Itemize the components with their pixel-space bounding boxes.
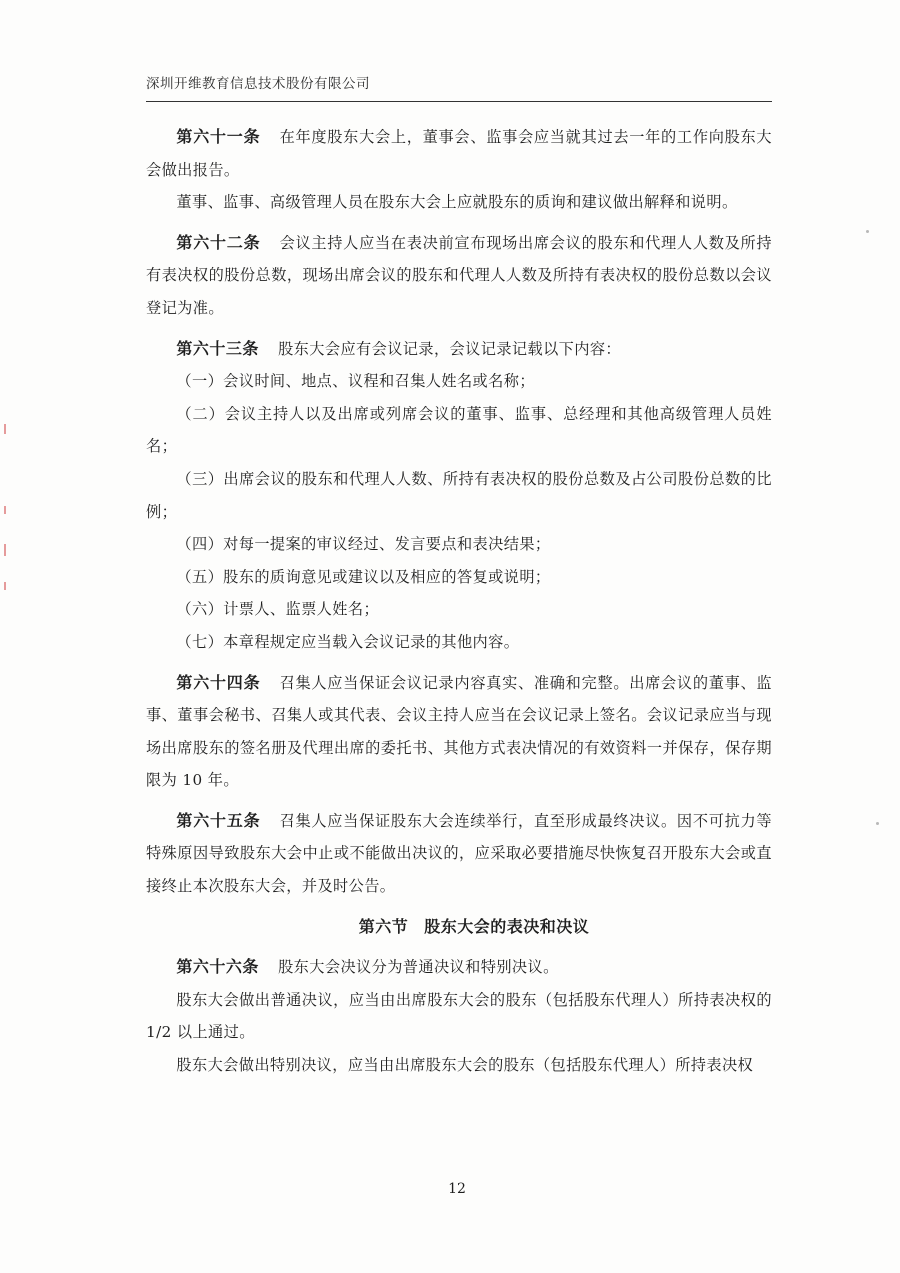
scan-artifact [866,230,869,233]
article-62 [146,227,772,325]
article-66 [146,951,772,984]
article-text: 在年度股东大会上，董事会、监事会应当就其过去一年的工作向股东大会做出报告。 [146,128,772,179]
article-64 [146,667,772,797]
article-number: 第六十二条 [176,232,261,252]
section-number: 第六节 [358,916,409,936]
list-item: （六）计票人、监票人姓名； [176,600,380,619]
article-number: 第六十一条 [176,127,261,146]
list-item: （四）对每一提案的审议经过、发言要点和表决结果； [176,535,551,554]
article-number: 第六十六条 [176,957,259,977]
scan-artifact [876,822,879,825]
list-item: （五）股东的质询意见或建议以及相应的答复或说明； [176,567,551,586]
article-number: 第六十五条 [176,810,261,830]
section-title: 股东大会的表决和决议 [424,916,590,936]
article-text: 召集人应当保证会议记录内容真实、准确和完整。出席会议的董事、监事、董事会秘书、召集人或其代表、会议主持人应当在会议记录上签名。会议记录应当与现场出席股东的签名册及代理出席的委托书、其他方式表决情况的有效资料一并保存，保存期限为 10 年。 [146,673,772,790]
article-63 [146,333,772,366]
article-66-paragraph-3: 股东大会做出特别决议，应当由出席股东大会的股东（包括股东代理人）所持表决权 [176,1056,754,1075]
article-number: 第六十四条 [176,672,261,692]
section-heading [146,911,772,944]
running-header: 深圳开维教育信息技术股份有限公司 [146,76,370,92]
article-66-paragraph-2: 股东大会做出普通决议，应当由出席股东大会的股东（包括股东代理人）所持表决权的 1/2 以上通过。 [146,990,772,1042]
scan-artifact [4,544,6,556]
scan-artifact [4,506,6,514]
article-65 [146,805,772,903]
document-body [146,121,772,1082]
list-item: （三）出席会议的股东和代理人人数、所持有表决权的股份总数及占公司股份总数的比例； [146,469,772,521]
header-rule [146,101,772,102]
list-item: （七）本章程规定应当载入会议记录的其他内容。 [176,632,520,651]
article-61-paragraph-2: 董事、监事、高级管理人员在股东大会上应就股东的质询和建议做出解释和说明。 [176,193,738,212]
list-item: （二）会议主持人以及出席或列席会议的董事、监事、总经理和其他高级管理人员姓名； [146,404,772,456]
article-text: 召集人应当保证股东大会连续举行，直至形成最终决议。因不可抗力等特殊原因导致股东大会中止或不能做出决议的，应采取必要措施尽快恢复召开股东大会或直接终止本次股东大会，并及时公告。 [146,811,772,896]
page-number: 12 [448,1181,466,1197]
scan-artifact [4,424,6,434]
list-item: （一）会议时间、地点、议程和召集人姓名或名称； [176,372,535,391]
article-text: 股东大会应有会议记录，会议记录记载以下内容： [278,339,622,358]
article-text: 会议主持人应当在表决前宣布现场出席会议的股东和代理人人数及所持有表决权的股份总数，现场出席会议的股东和代理人人数及所持有表决权的股份总数以会议登记为准。 [146,233,772,317]
scan-artifact [4,582,6,590]
article-61 [146,121,772,186]
article-number: 第六十三条 [176,338,259,358]
article-text: 股东大会决议分为普通决议和特别决议。 [278,958,559,977]
